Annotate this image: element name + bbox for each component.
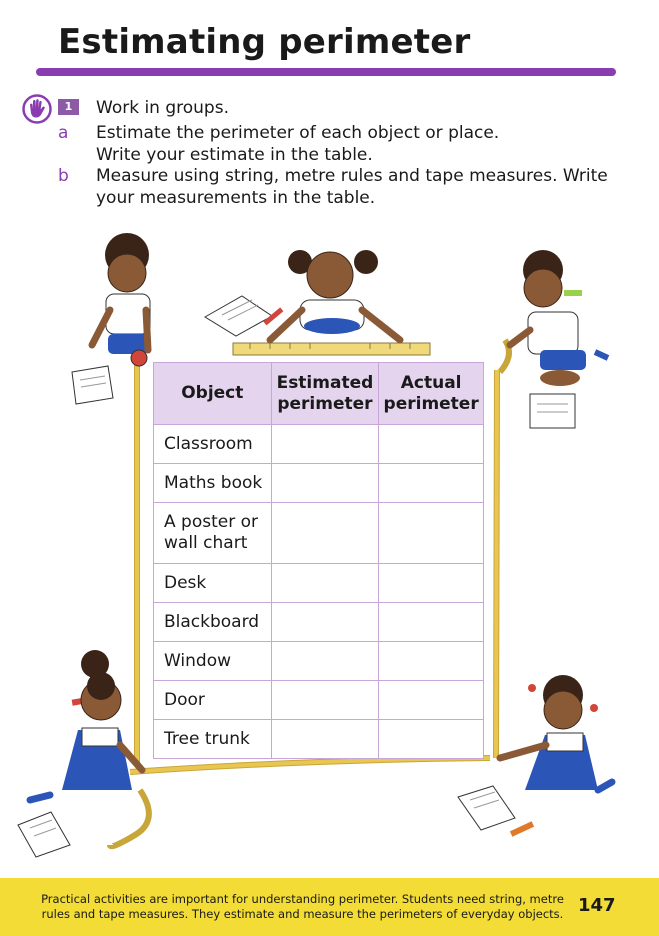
footer-band [0, 878, 659, 936]
metre-ruler [233, 343, 430, 355]
page-title: Estimating perimeter [58, 22, 471, 62]
estimate-cell[interactable] [271, 642, 379, 681]
table-row [154, 603, 484, 642]
part-a-letter: a [58, 123, 69, 143]
object-cell: Classroom [154, 425, 272, 464]
header-estimated-line1: Estimated [276, 372, 374, 393]
actual-cell[interactable] [379, 425, 484, 464]
header-estimated-line2: perimeter [277, 393, 373, 414]
header-object: Object [154, 363, 272, 425]
object-cell: Maths book [154, 464, 272, 503]
table-row [154, 503, 484, 564]
actual-cell[interactable] [379, 564, 484, 603]
actual-cell[interactable] [379, 681, 484, 720]
object-cell: Blackboard [154, 603, 272, 642]
actual-cell[interactable] [379, 603, 484, 642]
header-estimated [271, 363, 379, 425]
object-cell: Window [154, 642, 272, 681]
teacher-note-line1: Practical activities are important for understanding perimeter. Students need string, metre [41, 892, 564, 906]
actual-cell[interactable] [379, 642, 484, 681]
child-top-right [510, 250, 608, 386]
instruction-text: Work in groups. [96, 98, 229, 118]
hand-icon [22, 94, 52, 124]
object-cell [154, 503, 272, 564]
header-actual-line1: Actual [400, 372, 462, 393]
title-underline [36, 68, 616, 76]
object-cell: Desk [154, 564, 272, 603]
estimate-cell[interactable] [271, 503, 379, 564]
part-b-line1: Measure using string, metre rules and tape measures. Write [96, 166, 608, 186]
object-cell-line2: wall chart [164, 533, 248, 553]
table-row [154, 425, 484, 464]
estimate-cell[interactable] [271, 603, 379, 642]
actual-cell[interactable] [379, 720, 484, 759]
question-number-badge: 1 [58, 99, 79, 115]
page-number: 147 [578, 895, 616, 916]
child-top-left [92, 233, 150, 366]
part-b-letter: b [58, 166, 69, 186]
part-b-line2: your measurements in the table. [96, 188, 376, 208]
table-row [154, 720, 484, 759]
table-row [154, 642, 484, 681]
teacher-note-line2: rules and tape measures. They estimate and measure the perimeters of everyday objects. [41, 907, 564, 921]
child-bottom-right [500, 675, 612, 790]
actual-cell[interactable] [379, 464, 484, 503]
perimeter-table [153, 362, 484, 759]
estimate-cell[interactable] [271, 720, 379, 759]
estimate-cell[interactable] [271, 681, 379, 720]
estimate-cell[interactable] [271, 425, 379, 464]
teacher-note [40, 892, 565, 922]
table-row [154, 681, 484, 720]
object-cell-line1: A poster or [164, 512, 258, 532]
child-top-center [270, 250, 400, 340]
actual-cell[interactable] [379, 503, 484, 564]
child-bottom-left [30, 650, 142, 800]
header-actual-line2: perimeter [383, 393, 479, 414]
header-actual [379, 363, 484, 425]
object-cell: Tree trunk [154, 720, 272, 759]
part-a-line2: Write your estimate in the table. [96, 145, 373, 165]
table-row [154, 564, 484, 603]
estimate-cell[interactable] [271, 464, 379, 503]
object-cell: Door [154, 681, 272, 720]
estimate-cell[interactable] [271, 564, 379, 603]
part-a-line1: Estimate the perimeter of each object or place. [96, 123, 500, 143]
table-row [154, 464, 484, 503]
